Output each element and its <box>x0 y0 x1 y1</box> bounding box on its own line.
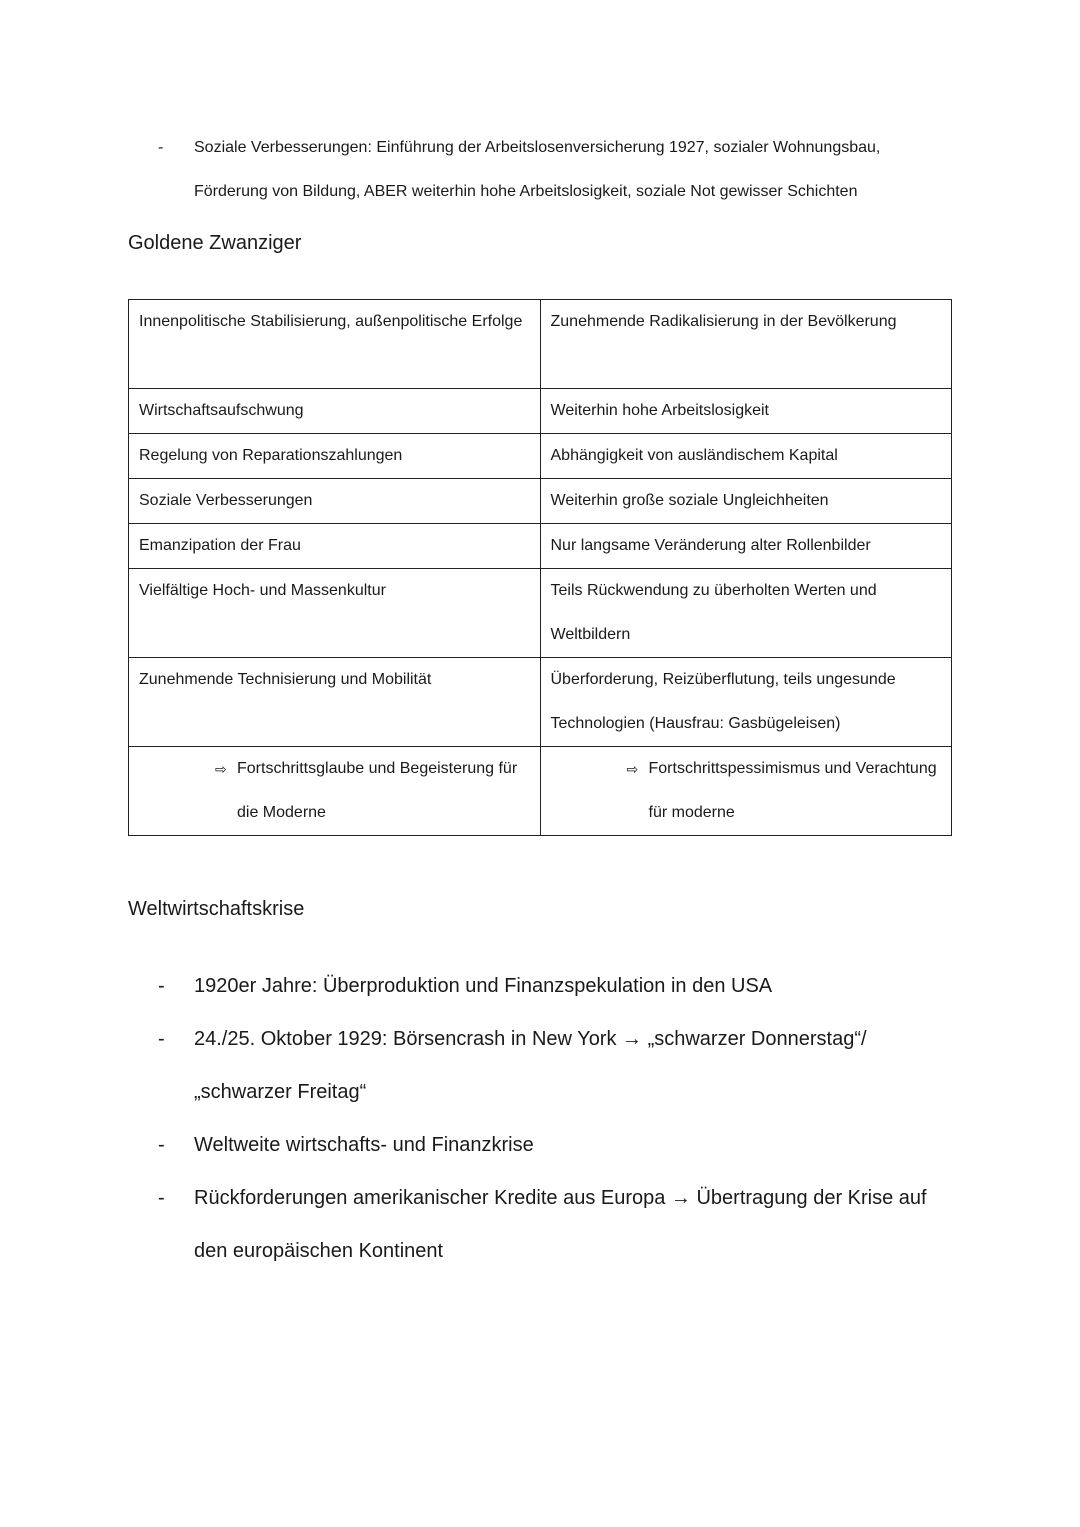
crisis-item-text: Weltweite wirtschafts- und Finanzkrise <box>194 1134 534 1156</box>
table-cell-left: Vielfältige Hoch- und Massenkultur <box>129 569 541 658</box>
conclusion-cell-right <box>540 747 952 836</box>
comparison-table <box>128 299 952 836</box>
conclusion-cell-left <box>129 747 541 836</box>
intro-text: Soziale Verbesserungen: Einführung der Arbeitslosenversicherung 1927, sozialer Wohnungsbau, Förderung von Bildung, ABER weiterhin hohe Arbeitslosigkeit, soziale Not gewisser Schichten <box>194 139 881 200</box>
conclusion-right <box>551 747 942 835</box>
table-cell-left: Emanzipation der Frau <box>129 524 541 569</box>
table-row-conclusion <box>129 747 952 836</box>
bullet-dash: - <box>158 975 165 997</box>
conclusion-left-text: Fortschrittsglaube und Begeisterung für die Moderne <box>237 760 518 821</box>
bullet-dash: - <box>158 1028 165 1050</box>
table-cell-left: Soziale Verbesserungen <box>129 479 541 524</box>
table-cell-left: Regelung von Reparationszahlungen <box>129 434 541 479</box>
list-item <box>158 1013 958 1119</box>
section-title-world-economic-crisis: Weltwirtschaftskrise <box>128 898 305 920</box>
section-title-golden-twenties: Goldene Zwanziger <box>128 232 302 254</box>
table-row <box>129 524 952 569</box>
table-row <box>129 389 952 434</box>
crisis-list <box>158 960 958 1278</box>
table-cell-left: Wirtschaftsaufschwung <box>129 389 541 434</box>
crisis-item-text: 24./25. Oktober 1929: Börsencrash in New York → „schwarzer Donnerstag“/ „schwarzer Freitag“ <box>194 1028 867 1103</box>
list-item <box>158 1119 958 1172</box>
table-row <box>129 434 952 479</box>
intro-list <box>158 126 958 214</box>
bullet-dash: - <box>158 139 164 156</box>
table-cell-right: Abhängigkeit von ausländischem Kapital <box>540 434 952 479</box>
table-row <box>129 479 952 524</box>
table-row <box>129 658 952 747</box>
table-cell-left: Innenpolitische Stabilisierung, außenpolitische Erfolge <box>129 300 541 389</box>
arrow-right-icon: ⇨ <box>215 761 227 777</box>
bullet-dash: - <box>158 1187 165 1209</box>
table-cell-right: Weiterhin große soziale Ungleichheiten <box>540 479 952 524</box>
conclusion-left <box>139 747 530 835</box>
table-row <box>129 300 952 389</box>
table-cell-right: Weiterhin hohe Arbeitslosigkeit <box>540 389 952 434</box>
table-cell-left: Zunehmende Technisierung und Mobilität <box>129 658 541 747</box>
crisis-item-text: 1920er Jahre: Überproduktion und Finanzspekulation in den USA <box>194 975 773 997</box>
arrow-right-icon: ⇨ <box>626 761 639 777</box>
list-item <box>158 960 958 1013</box>
list-item <box>158 126 958 214</box>
table-cell-right: Zunehmende Radikalisierung in der Bevölkerung <box>540 300 952 389</box>
bullet-dash: - <box>158 1134 165 1156</box>
table-cell-right: Teils Rückwendung zu überholten Werten und Weltbildern <box>540 569 952 658</box>
list-item <box>158 1172 958 1278</box>
crisis-item-text: Rückforderungen amerikanischer Kredite aus Europa → Übertragung der Krise auf den europäischen Kontinent <box>194 1187 927 1262</box>
conclusion-right-text: Fortschrittspessimismus und Verachtung für moderne <box>648 760 937 821</box>
table-cell-right: Nur langsame Veränderung alter Rollenbilder <box>540 524 952 569</box>
table-row <box>129 569 952 658</box>
table-cell-right: Überforderung, Reizüberflutung, teils ungesunde Technologien (Hausfrau: Gasbügeleisen) <box>540 658 952 747</box>
